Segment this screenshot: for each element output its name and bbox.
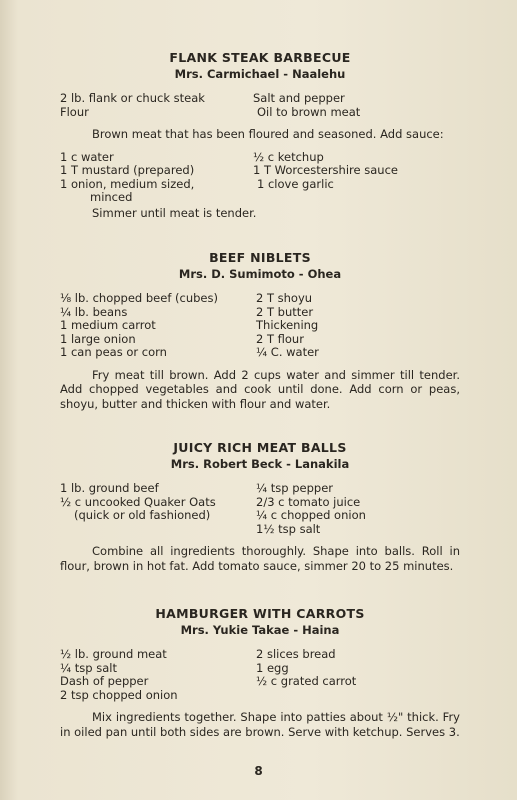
ingredient: 2 slices bread: [256, 647, 336, 661]
ingredient-column-left: [60, 648, 256, 702]
ingredient-list: [60, 648, 460, 702]
recipe-title: HAMBURGER WITH CARROTS: [155, 606, 365, 621]
ingredient-column-left: [60, 92, 253, 119]
recipe-juicy-rich-meat-balls: [60, 440, 460, 573]
recipe-contributor: Mrs. Robert Beck - Lanakila: [170, 457, 350, 471]
ingredient-column-left: [60, 482, 256, 536]
ingredient-list: [60, 292, 460, 360]
ingredient: (quick or old fashioned): [74, 508, 211, 522]
recipe-direction: Brown meat that has been floured and seasoned. Add sauce:: [92, 127, 444, 141]
ingredient: 1½ tsp salt: [256, 521, 321, 536]
ingredient: Dash of pepper: [60, 674, 149, 688]
ingredient: 2 tsp chopped onion: [60, 687, 178, 702]
recipe-title: FLANK STEAK BARBECUE: [169, 50, 351, 65]
recipe-beef-niblets: [60, 250, 460, 411]
ingredient: 1 large onion: [60, 331, 136, 346]
ingredient-column-left: [60, 292, 256, 360]
ingredient: 2 lb. flank or chuck steak: [60, 91, 205, 105]
ingredient: 1 T mustard (prepared): [60, 163, 195, 177]
ingredient: ⅛ lb. chopped beef (cubes): [60, 291, 218, 305]
ingredient: minced: [90, 190, 133, 204]
ingredient-column-right: [256, 648, 356, 702]
ingredient: ½ lb. ground meat: [60, 647, 167, 661]
ingredient: 1 can peas or corn: [60, 345, 167, 359]
ingredient: 1 lb. ground beef: [60, 481, 159, 495]
ingredient: 2 T shoyu: [256, 291, 313, 305]
ingredient: ¼ tsp pepper: [256, 481, 334, 495]
page-number: 8: [254, 764, 263, 778]
ingredient-column-left: [60, 151, 253, 205]
ingredient: Thickening: [256, 318, 319, 332]
ingredient-column-right: [253, 92, 360, 119]
recipe-contributor: Mrs. D. Sumimoto - Ohea: [178, 267, 342, 281]
ingredient: ¼ c chopped onion: [256, 508, 366, 522]
ingredient-column-right: [256, 482, 366, 536]
ingredient-column-right: [253, 151, 398, 205]
ingredient-list: [60, 151, 460, 205]
ingredient: ½ c uncooked Quaker Oats: [60, 494, 216, 509]
ingredient: 1 T Worcestershire sauce: [253, 163, 398, 177]
ingredient: ¼ C. water: [256, 345, 319, 359]
ingredient: 1 onion, medium sized,: [60, 176, 195, 191]
ingredient: 2/3 c tomato juice: [256, 494, 361, 509]
recipe-contributor: Mrs. Yukie Takae - Haina: [180, 623, 340, 637]
ingredient: ½ c grated carrot: [256, 674, 357, 688]
ingredient: ½ c ketchup: [253, 149, 324, 164]
recipe-contributor: Mrs. Carmichael - Naalehu: [174, 67, 346, 81]
ingredient: Salt and pepper: [253, 91, 345, 105]
ingredient: 1 clove garlic: [257, 176, 334, 191]
recipe-direction: Fry meat till brown. Add 2 cups water and simmer till tender. Add chopped vegetables and cook until done. Add corn or peas, shoyu, butter and thicken with flour and water.: [60, 367, 460, 411]
ingredient: 1 medium carrot: [60, 318, 156, 332]
recipe-hamburger-with-carrots: [60, 606, 460, 739]
recipe-direction: Combine all ingredients thoroughly. Shape into balls. Roll in flour, brown in hot fat. Add tomato sauce, simmer 20 to 25 minutes.: [60, 544, 460, 573]
ingredient: ¼ tsp salt: [60, 660, 118, 675]
recipe-direction: Mix ingredients together. Shape into patties about ½" thick. Fry in oiled pan until both sides are brown. Serve with ketchup. Serves 3.: [60, 710, 460, 739]
ingredient: 2 T butter: [256, 304, 314, 319]
ingredient: 1 egg: [256, 660, 289, 675]
ingredient: Flour: [60, 104, 89, 119]
ingredient: Oil to brown meat: [257, 104, 361, 119]
recipe-direction: Simmer until meat is tender.: [92, 205, 257, 220]
ingredient: ¼ lb. beans: [60, 304, 128, 319]
recipe-title: BEEF NIBLETS: [209, 250, 311, 265]
ingredient-list: [60, 92, 460, 119]
ingredient-column-right: [256, 292, 319, 360]
recipe-flank-steak-barbecue: [60, 50, 460, 220]
recipe-title: JUICY RICH MEAT BALLS: [173, 440, 347, 455]
ingredient: 1 c water: [60, 149, 114, 164]
ingredient-list: [60, 482, 460, 536]
ingredient: 2 T flour: [256, 331, 304, 346]
